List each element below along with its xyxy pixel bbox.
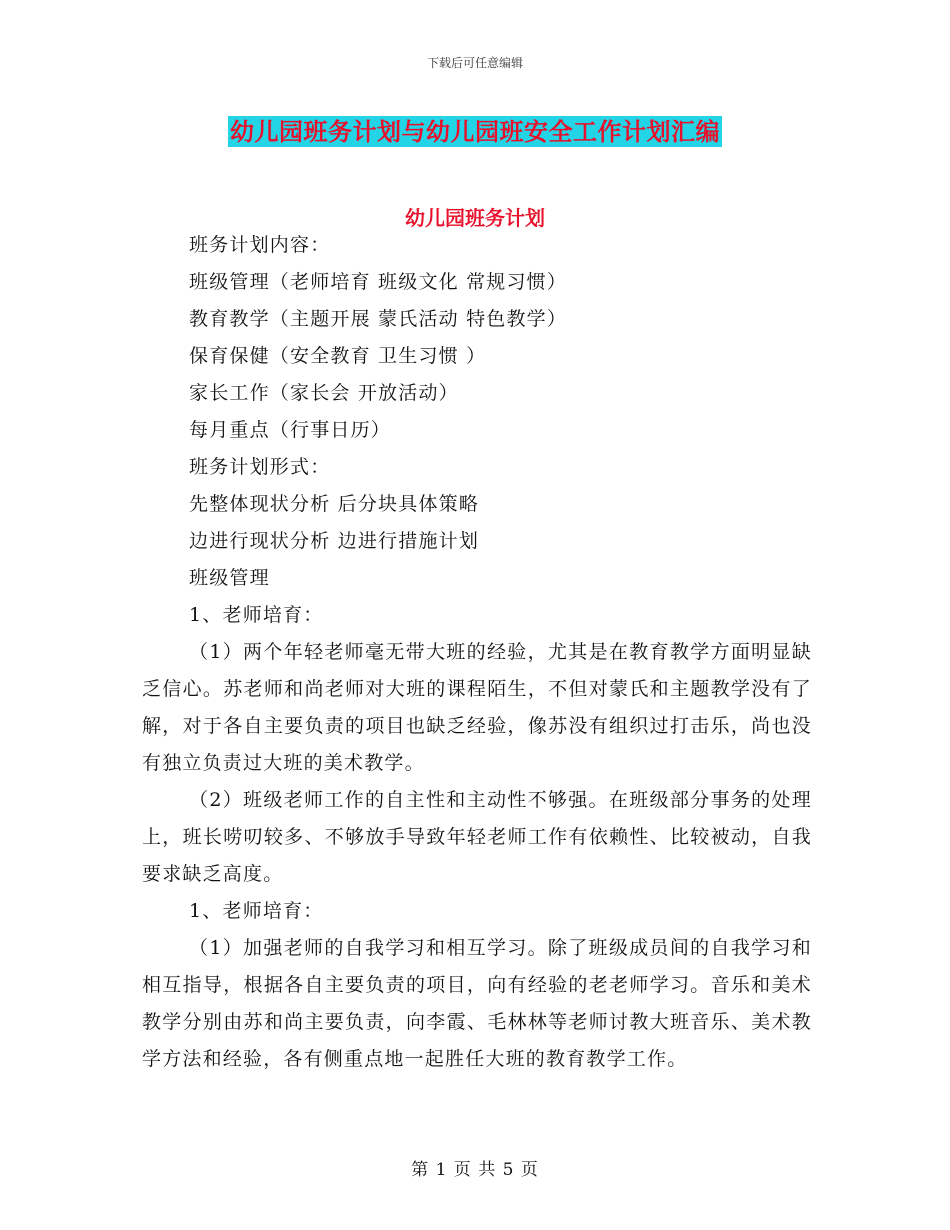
teacher-training-heading-2: 1、老师培育： — [189, 900, 324, 922]
list-item: 边进行现状分析 边进行措施计划 — [189, 530, 480, 552]
document-title — [0, 112, 950, 147]
list-item: 家长工作（家长会 开放活动） — [189, 382, 459, 404]
paragraph: （1）两个年轻老师毫无带大班的经验，尤其是在教育教学方面明显缺乏信心。苏老师和尚老师对大班的课程陌生，不但对蒙氏和主题教学没有了解，对于各自主要负责的项目也缺乏经验，像苏没有组织过打击乐，尚也没有独立负责过大班的美术教学。 — [142, 641, 812, 774]
paragraph: （1）加强老师的自我学习和相互学习。除了班级成员间的自我学习和相互指导，根据各自主要负责的项目，向有经验的老老师学习。音乐和美术教学分别由苏和尚主要负责，向李霞、毛林林等老师讨教大班音乐、美术教学方法和经验，各有侧重点地一起胜任大班的教育教学工作。 — [142, 937, 812, 1070]
plan-content-heading: 班务计划内容： — [189, 234, 331, 256]
page-footer: 第 1 页 共 5 页 — [411, 1160, 539, 1180]
list-item: 班级管理（老师培育 班级文化 常规习惯） — [189, 271, 568, 293]
plan-format-heading: 班务计划形式： — [189, 456, 331, 478]
document-title-text: 幼儿园班务计划与幼儿园班安全工作计划汇编 — [230, 117, 720, 146]
teacher-training-heading: 1、老师培育： — [189, 604, 324, 626]
paragraph: （2）班级老师工作的自主性和主动性不够强。在班级部分事务的处理上，班长唠叨较多、不够放手导致年轻老师工作有依赖性、比较被动，自我要求缺乏高度。 — [142, 789, 812, 885]
header-note: 下载后可任意编辑 — [426, 56, 523, 70]
list-item: 先整体现状分析 后分块具体策略 — [189, 493, 480, 515]
section-title: 幼儿园班务计划 — [405, 206, 545, 230]
list-item: 教育教学（主题开展 蒙氏活动 特色教学） — [189, 308, 568, 330]
document-body — [142, 227, 812, 1078]
class-management-heading: 班级管理 — [189, 567, 270, 589]
list-item: 每月重点（行事日历） — [189, 419, 392, 441]
list-item: 保育保健（安全教育 卫生习惯 ） — [189, 345, 487, 367]
